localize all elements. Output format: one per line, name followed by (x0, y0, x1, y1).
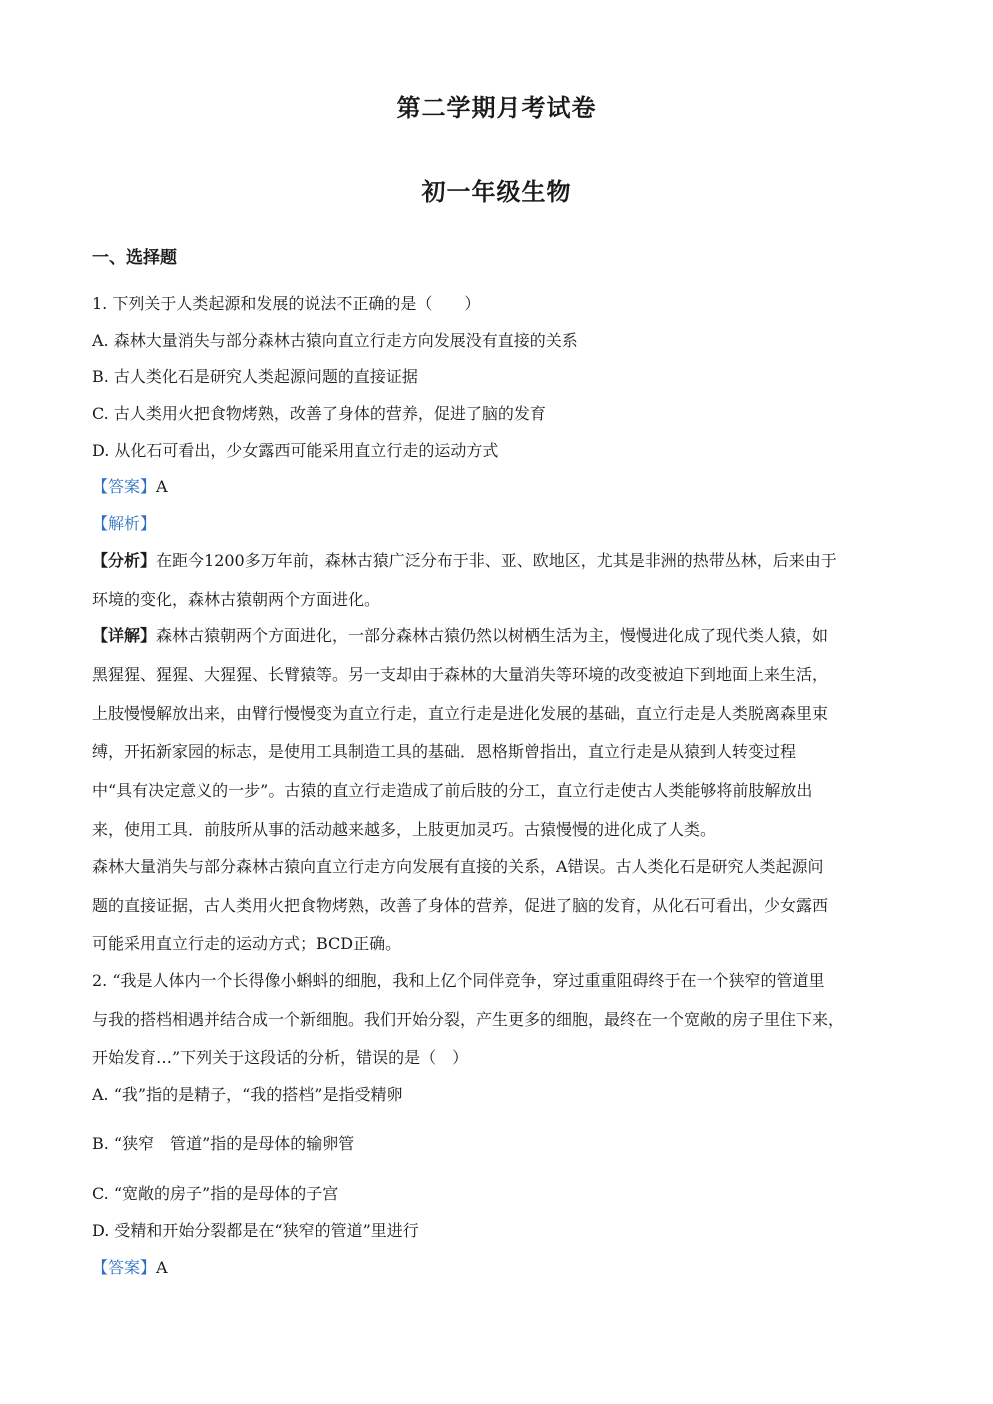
q1-option-c: C. 古人类用火把食物烤熟，改善了身体的营养，促进了脑的发育 (92, 404, 546, 423)
detail-text: 森林古猿朝两个方面进化，一部分森林古猿仍然以树栖生活为主，慢慢进化成了现代类人猿，如 (156, 626, 829, 645)
q2-option-a: A. “我”指的是精子，“我的搭档”是指受精卵 (92, 1085, 403, 1104)
page-title: 第二学期月考试卷 (396, 94, 597, 122)
q1-detail-line: 黑猩猩、猩猩、大猩猩、长臂猿等。另一支却由于森林的大量消失等环境的改变被迫下到地面上来生活， (92, 665, 829, 684)
section-heading: 一、选择题 (92, 248, 177, 268)
answer-tag: 【答案】 (92, 477, 157, 496)
q1-detail-line: 缚，开拓新家园的标志，是使用工具制造工具的基础．恩格斯曾指出，直立行走是从猿到人转变过程 (92, 742, 797, 761)
q2-answer (92, 1257, 912, 1279)
q1-detail-line: 可能采用直立行走的运动方式；BCD正确。 (92, 934, 402, 953)
q1-detail-line: 中“具有决定意义的一步”。古猿的直立行走造成了前后肢的分工，直立行走使古人类能够将前肢解放出 (92, 781, 813, 800)
q2-stem-line: 2. “我是人体内一个长得像小蝌蚪的细胞，我和上亿个同伴竞争，穿过重重阻碍终于在一个狭窄的管道里 (92, 971, 825, 990)
q1-stem: 1. 下列关于人类起源和发展的说法不正确的是（ ） (92, 294, 481, 313)
q1-fenxi-line (92, 550, 912, 572)
q1-analysis-tag: 【解析】 (92, 514, 157, 533)
q1-option-a: A. 森林大量消失与部分森林古猿向直立行走方向发展没有直接的关系 (92, 331, 578, 350)
page-subtitle: 初一年级生物 (421, 178, 572, 206)
q2-option-c: C. “宽敞的房子”指的是母体的子宫 (92, 1184, 339, 1203)
q1-answer (92, 476, 912, 498)
q1-option-b: B. 古人类化石是研究人类起源问题的直接证据 (92, 367, 418, 386)
fenxi-text: 在距今1200多万年前，森林古猿广泛分布于非、亚、欧地区，尤其是非洲的热带丛林，后来由于 (156, 551, 837, 570)
q2-option-b: B. “狭窄 管道”指的是母体的输卵管 (92, 1134, 355, 1153)
fenxi-tag: 【分析】 (92, 551, 157, 570)
q2-stem-line: 与我的搭档相遇并结合成一个新细胞。我们开始分裂，产生更多的细胞，最终在一个宽敞的房子里住下来， (92, 1010, 845, 1029)
q1-option-d: D. 从化石可看出，少女露西可能采用直立行走的运动方式 (92, 441, 499, 460)
answer-tag: 【答案】 (92, 1258, 157, 1277)
detail-tag: 【详解】 (92, 626, 157, 645)
q1-detail-line: 来，使用工具．前肢所从事的活动越来越多，上肢更加灵巧。古猿慢慢的进化成了人类。 (92, 820, 717, 839)
q1-detail-line: 上肢慢慢解放出来，由臂行慢慢变为直立行走，直立行走是进化发展的基础，直立行走是人类脱离森里束 (92, 704, 829, 723)
answer-value: A (156, 1258, 168, 1277)
q1-detail-line: 题的直接证据，古人类用火把食物烤熟，改善了身体的营养，促进了脑的发育，从化石可看出，少女露西 (92, 896, 829, 915)
q2-stem-line: 开始发育…”下列关于这段话的分析，错误的是（ ） (92, 1048, 469, 1067)
answer-value: A (156, 477, 168, 496)
q1-detail-line: 森林大量消失与部分森林古猿向直立行走方向发展有直接的关系，A错误。古人类化石是研究人类起源问 (92, 857, 824, 876)
q1-detail-line (92, 625, 912, 647)
q1-fenxi-line: 环境的变化，森林古猿朝两个方面进化。 (92, 590, 381, 609)
q2-option-d: D. 受精和开始分裂都是在“狭窄的管道”里进行 (92, 1221, 419, 1240)
